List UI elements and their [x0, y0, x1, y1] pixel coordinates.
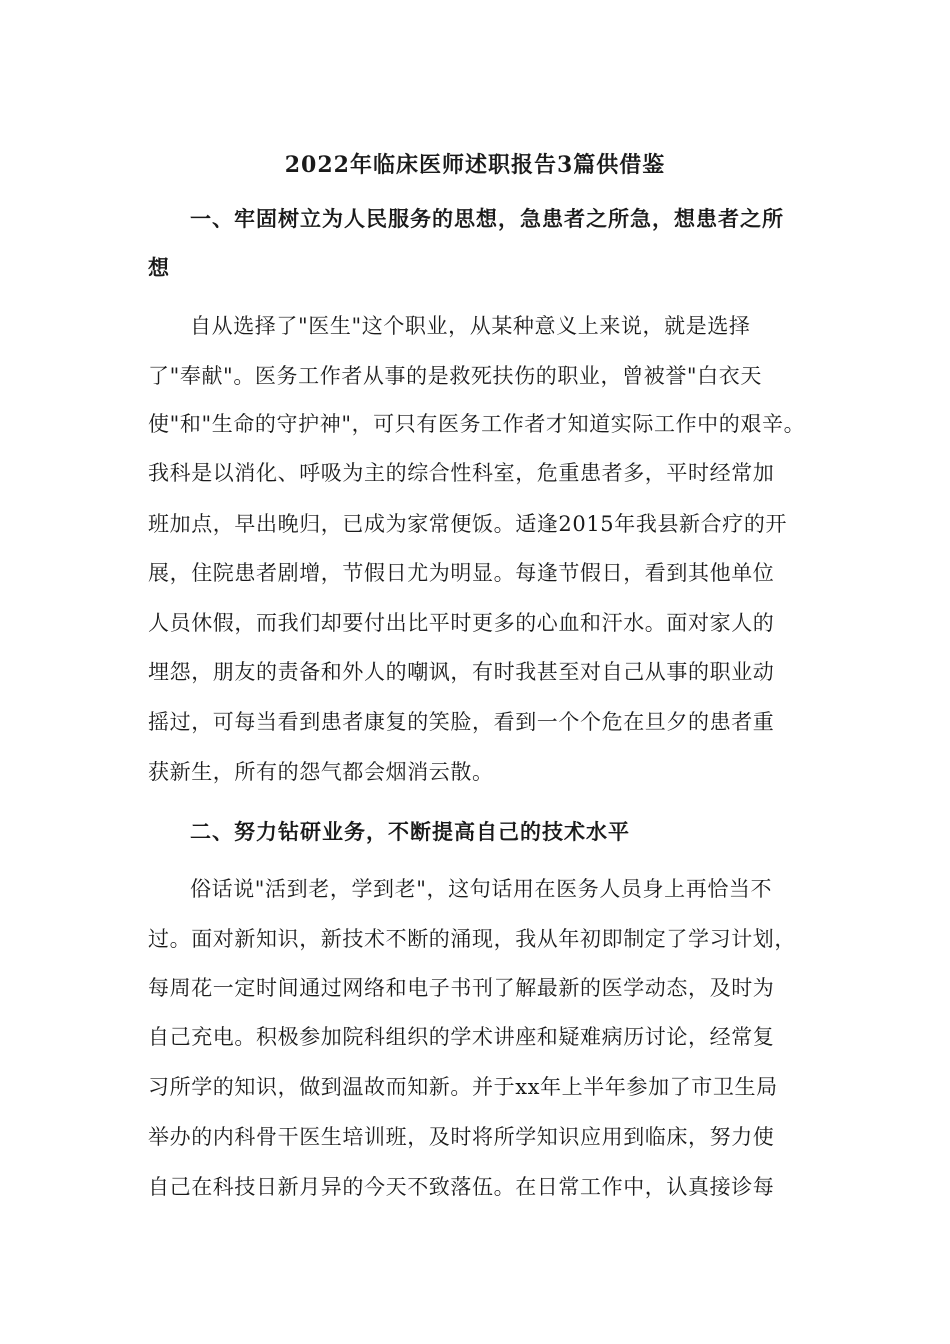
section2-paragraph-line: 自己在科技日新月异的今天不致落伍。在日常工作中，认真接诊每 [148, 1175, 775, 1199]
document-title: 2022年临床医师述职报告3篇供借鉴 [284, 152, 666, 178]
section1-paragraph-line: 了"奉献"。医务工作者从事的是救死扶伤的职业，曾被誉"白衣天 [148, 364, 762, 388]
section2-paragraph-line: 习所学的知识，做到温故而知新。并于xx年上半年参加了市卫生局 [148, 1075, 778, 1099]
section1-paragraph-line: 埋怨，朋友的责备和外人的嘲讽，有时我甚至对自己从事的职业动 [148, 660, 775, 684]
section2-heading: 二、努力钻研业务，不断提高自己的技术水平 [190, 819, 630, 844]
section1-paragraph-line: 人员休假，而我们却要付出比平时更多的心血和汗水。面对家人的 [148, 611, 775, 635]
section1-paragraph-line: 展，住院患者剧增，节假日尤为明显。每逢节假日，看到其他单位 [148, 561, 775, 585]
section2-paragraph-line: 自己充电。积极参加院科组织的学术讲座和疑难病历讨论，经常复 [148, 1025, 775, 1049]
section2-paragraph-line: 俗话说"活到老，学到老"，这句话用在医务人员身上再恰当不 [190, 877, 773, 901]
section1-paragraph-line: 我科是以消化、呼吸为主的综合性科室，危重患者多，平时经常加 [148, 461, 775, 485]
section1-paragraph-line: 班加点，早出晚归，已成为家常便饭。适逢2015年我县新合疗的开 [148, 512, 788, 536]
section2-paragraph-line: 举办的内科骨干医生培训班，及时将所学知识应用到临床，努力使 [148, 1125, 775, 1149]
section2-paragraph-line: 过。面对新知识，新技术不断的涌现，我从年初即制定了学习计划， [148, 927, 796, 951]
section1-paragraph-line: 摇过，可每当看到患者康复的笑脸，看到一个个危在旦夕的患者重 [148, 710, 775, 734]
section1-heading-line2: 想 [148, 255, 170, 280]
section1-paragraph-line: 使"和"生命的守护神"，可只有医务工作者才知道实际工作中的艰辛。 [148, 412, 806, 436]
section1-paragraph-line: 获新生，所有的怨气都会烟消云散。 [148, 760, 494, 784]
section2-paragraph-line: 每周花一定时间通过网络和电子书刊了解最新的医学动态，及时为 [148, 976, 775, 1000]
section1-paragraph-line: 自从选择了"医生"这个职业，从某种意义上来说，就是选择 [190, 314, 751, 338]
section1-heading-line1: 一、牢固树立为人民服务的思想，急患者之所急，想患者之所 [190, 206, 784, 231]
